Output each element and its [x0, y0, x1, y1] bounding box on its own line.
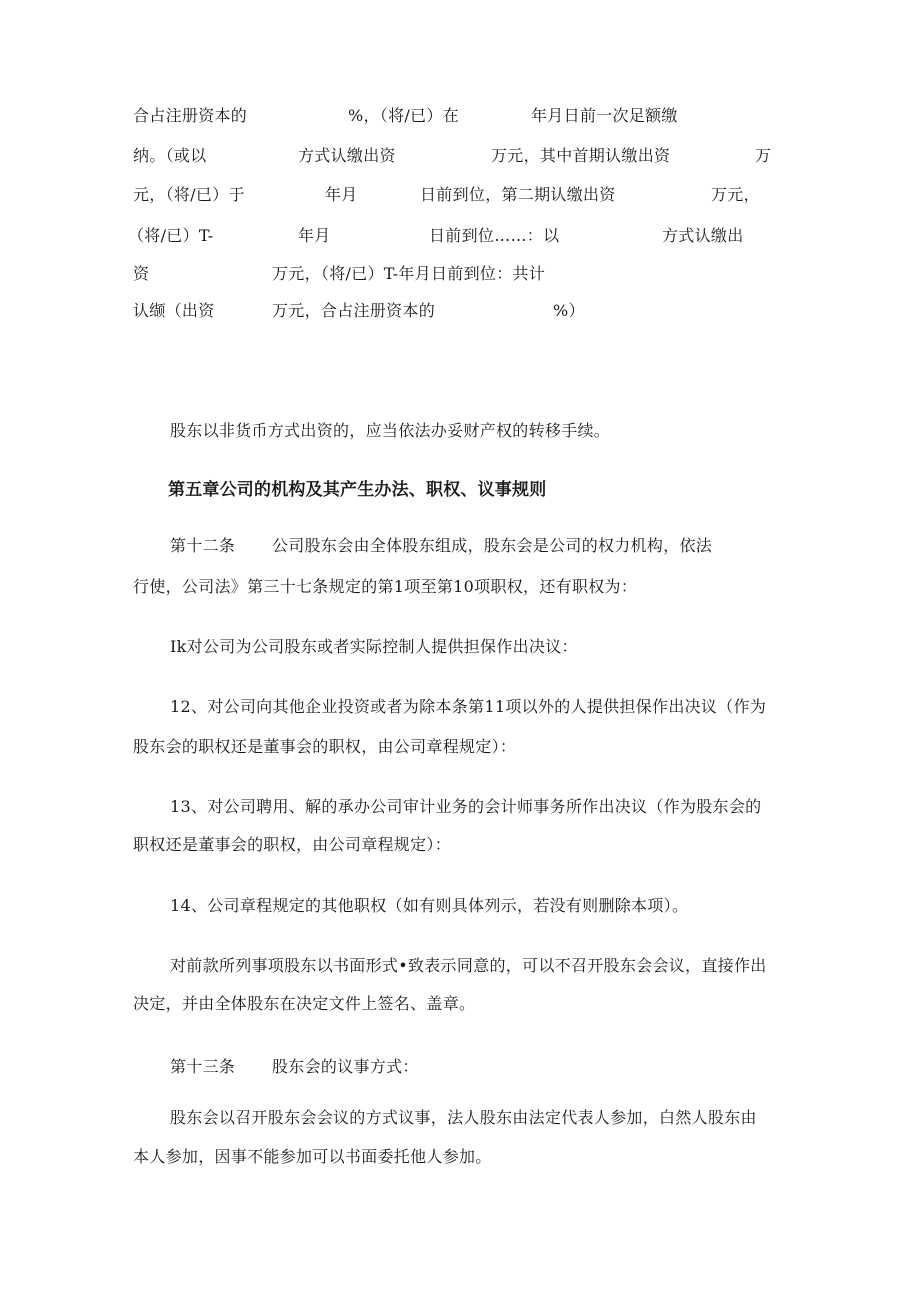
capital-line-4-part-3: 日前到位……：以	[429, 226, 560, 245]
capital-line-3-part-4: 万元，	[711, 185, 760, 204]
meeting-paragraph-line-1: 股东会以召开股东会会议的方式议事，法人股东由法定代表人参加，白然人股东由	[170, 1108, 757, 1127]
item-11: Ik对公司为公司股东或者实际控制人提供担保作出决议：	[170, 637, 578, 656]
item-13-line-1: 13、对公司聘用、解的承办公司审计业务的会计师事务所作出决议（作为股东会的	[170, 797, 762, 816]
article-12-line-1: 公司股东会由全体股东组成，股东会是公司的权力机构，依法	[272, 536, 713, 555]
capital-line-6-part-3: %）	[553, 301, 585, 320]
capital-line-3-part-1: 元，（将/已）于	[133, 185, 245, 204]
capital-line-3-part-2: 年月	[325, 185, 358, 204]
capital-line-2-part-2: 方式认缴出资	[298, 146, 396, 165]
capital-line-4-part-1: （将/已）T-	[128, 226, 214, 245]
article-13-label: 第十三条	[170, 1057, 236, 1076]
capital-line-3-part-3: 日前到位，第二期认缴出资	[420, 185, 616, 204]
item-12-line-1: 12、对公司向其他企业投资或者为除本条第11项以外的人提供担保作出决议（作为	[170, 697, 767, 716]
article-12-line-2: 行使，公司法》第三十七条规定的第1项至第10项职权，还有职权为：	[133, 577, 638, 596]
item-12-line-2: 股东会的职权还是董事会的职权，由公司章程规定）：	[133, 737, 517, 756]
item-14: 14、公司章程规定的其他职权（如有则具体列示，若没有则删除本项）。	[170, 896, 689, 915]
article-12-label: 第十二条	[170, 536, 236, 555]
capital-line-4-part-4: 方式认缴出	[662, 226, 744, 245]
capital-line-2-part-3: 万元，其中首期认缴出资	[491, 146, 671, 165]
written-consent-line-1: 对前款所列事项股东以书面形式•致表示同意的，可以不召开股东会会议，直接作出	[170, 956, 767, 975]
capital-line-1-part-2: %，（将/已）在	[348, 106, 459, 125]
article-13-text: 股东会的议事方式：	[272, 1057, 419, 1076]
capital-line-1-part-1: 合占注册资本的	[133, 106, 248, 125]
capital-line-1-part-3: 年月日前一次足额缴	[531, 106, 678, 125]
meeting-paragraph-line-2: 本人参加，因事不能参加可以书面委托他人参加。	[133, 1147, 492, 1166]
capital-line-2-part-4: 万	[755, 146, 772, 165]
written-consent-line-2: 决定，并由全体股东在决定文件上签名、盖章。	[133, 994, 476, 1013]
capital-line-2-part-1: 纳。（或以	[133, 146, 207, 165]
non-monetary-paragraph: 股东以非货币方式出资的，应当依法办妥财产权的转移手续。	[170, 421, 611, 440]
item-13-line-2: 职权还是董事会的职权，由公司章程规定）：	[133, 835, 452, 854]
capital-line-6-part-1: 认缬（出资	[133, 301, 215, 320]
capital-line-5-part-1: 资	[133, 264, 150, 283]
chapter-heading: 第五章公司的机构及其产生办法、职权、议事规则	[168, 480, 547, 500]
capital-line-6-part-2: 万元，合占注册资本的	[272, 301, 436, 320]
capital-line-5-part-2: 万元，（将/已）T-年月日前到位：共计	[272, 264, 546, 283]
capital-line-4-part-2: 年月	[298, 226, 331, 245]
